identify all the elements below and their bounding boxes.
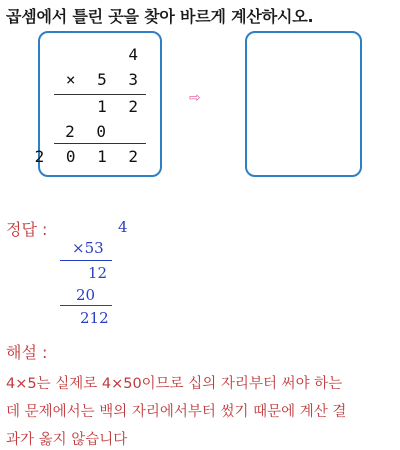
answer-result: 212	[80, 309, 109, 327]
answer-partial-1: 12	[88, 264, 108, 282]
question-text: 곱셈에서 틀린 곳을 찾아 바르게 계산하시오.	[6, 7, 314, 26]
multiplicand: 4	[128, 45, 144, 64]
partial-product-1: 1 2	[97, 97, 144, 116]
answer-multiplicand: 4	[118, 218, 128, 236]
explanation-line-2: 데 문제에서는 백의 자리에서부터 썼기 때문에 계산 결	[6, 404, 347, 420]
multiplier: × 5 3	[65, 70, 144, 89]
divider-line-2	[54, 143, 146, 144]
answer-partial-2: 20	[76, 286, 96, 304]
answer-multiplier: ×53	[72, 239, 104, 257]
explanation-label: 해설 :	[6, 343, 48, 362]
answer-divider-2	[60, 305, 112, 306]
explanation-line-1: 4×5는 실제로 4×50이므로 십의 자리부터 써야 하는	[6, 376, 343, 392]
arrow-icon: ⇨	[189, 90, 201, 106]
explanation-line-3: 과가 옳지 않습니다	[6, 432, 128, 448]
partial-product-2: 2 0	[65, 122, 112, 141]
divider-line-1	[54, 94, 146, 95]
answer-label: 정답 :	[6, 220, 48, 239]
answer-divider-1	[60, 260, 112, 261]
wrong-result: 2 0 1 2	[34, 147, 144, 166]
wrong-calculation-card	[34, 31, 162, 177]
wrong-calculation-work	[34, 33, 160, 175]
answer-box[interactable]	[245, 31, 362, 177]
